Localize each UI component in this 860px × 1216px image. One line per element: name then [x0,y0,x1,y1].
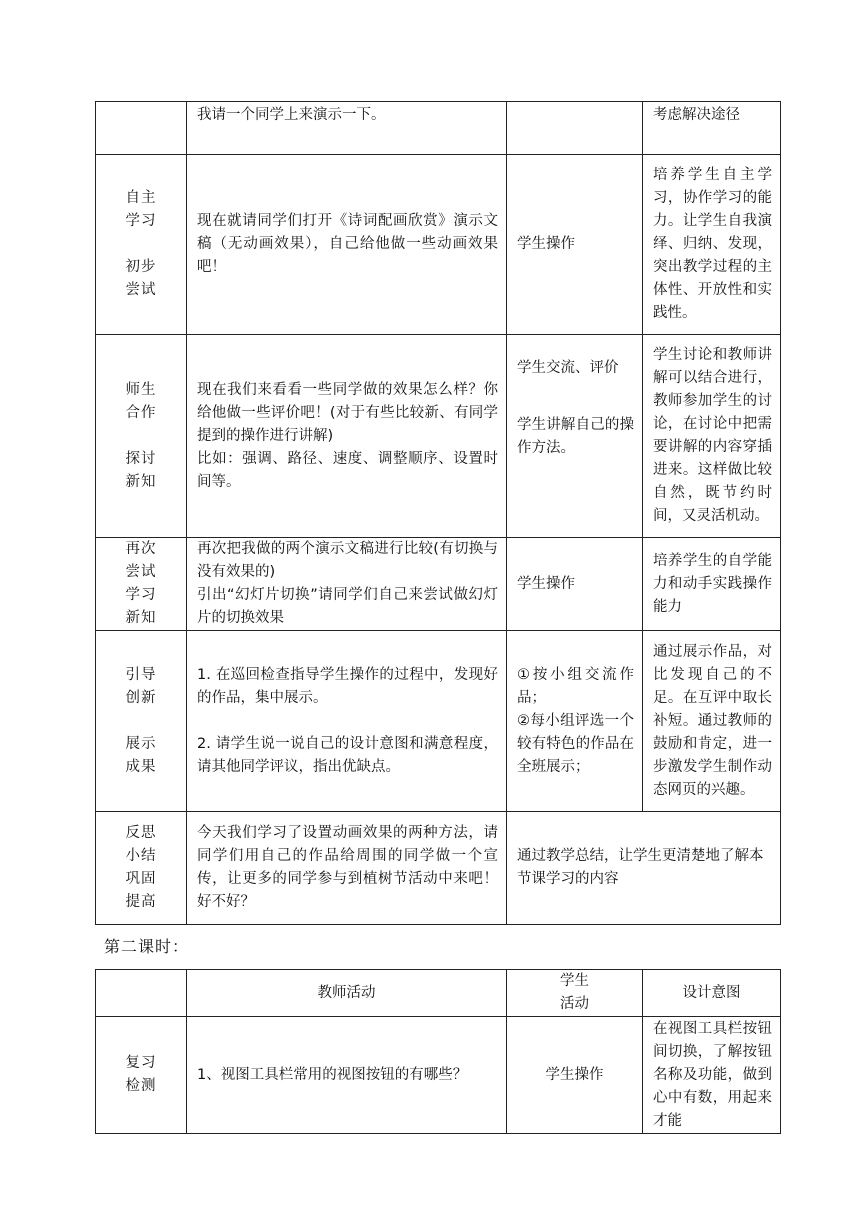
teacher-activity-text: 比如：强调、路径、速度、调整顺序、设置时间等。 [197,450,498,490]
phase-label: 自主 [125,190,157,206]
teacher-activity-cell [187,335,507,538]
phase-label: 复习 [125,1055,157,1071]
phase-label: 检测 [125,1078,157,1094]
phase-label: 提高 [125,894,157,910]
phase-cell [96,335,187,538]
phase-cell [96,155,187,335]
teacher-activity-text: 再次把我做的两个演示文稿进行比较(有切换与没有效果的) [197,541,498,580]
table-header-row [96,970,781,1017]
phase-label: 探讨 [125,450,157,467]
phase-label: 尝试 [125,282,157,298]
table-row [96,812,781,925]
design-intent-cell: 培养学生的自学能力和动手实践操作能力 [643,538,781,631]
phase-label: 小结 [125,848,157,864]
design-intent-cell: 通过展示作品，对比发现自己的不足。在互评中取长补短。通过教师的鼓励和肯定，进一步激发学生制作动态网页的兴趣。 [643,631,781,812]
phase-cell [96,538,187,631]
student-activity-cell: 学生操作 [507,155,643,335]
design-intent-cell: 考虑解决途径 [643,102,781,155]
header-design-intent: 设计意图 [643,970,781,1017]
student-activity-text: 学生讲解自己的操作方法。 [517,417,634,456]
phase-label: 合作 [125,404,157,421]
student-activity-text: ①按小组交流作品； [517,666,634,706]
student-activity-cell [507,102,643,155]
phase-label: 反思 [125,825,157,841]
phase-label: 新知 [125,610,157,626]
table-row [96,1017,781,1134]
teacher-activity-cell [187,631,507,812]
phase-cell [96,102,187,155]
student-activity-cell [507,335,643,538]
phase-label: 师生 [125,381,157,398]
table-row [96,102,781,155]
phase-label: 再次 [125,541,157,557]
teacher-activity-cell: 我请一个同学上来演示一下。 [187,102,507,155]
header-teacher-activity: 教师活动 [187,970,507,1017]
teacher-activity-cell: 1、视图工具栏常用的视图按钮的有哪些？ [187,1017,507,1134]
student-activity-text: 学生交流、评价 [517,360,619,376]
phase-label: 创新 [125,689,157,706]
design-intent-cell: 培养学生自主学习，协作学习的能力。让学生自我演绎、归纳、发现，突出教学过程的主体性、开放性和实践性。 [643,155,781,335]
header-student-line: 学生 [560,973,589,989]
student-activity-cell: 学生操作 [507,1017,643,1134]
header-student-activity [507,970,643,1017]
phase-label: 引导 [125,666,157,683]
header-student-line: 活动 [560,996,589,1012]
teacher-activity-text: 2. 请学生说一说自己的设计意图和满意程度，请其他同学评议，指出优缺点。 [197,735,498,775]
phase-cell [96,1017,187,1134]
phase-label: 展示 [125,735,157,752]
phase-label: 学习 [125,213,157,229]
phase-label: 初步 [125,259,157,275]
phase-label: 学习 [125,587,157,603]
section-title: 第二课时： [104,937,190,956]
table-row [96,631,781,812]
phase-cell [96,812,187,925]
header-phase [96,970,187,1017]
table-row [96,335,781,538]
lesson-table-2 [95,969,781,1134]
teacher-activity-cell: 今天我们学习了设置动画效果的两种方法，请同学们用自己的作品给周围的同学做一个宣传，让更多的同学参与到植树节活动中来吧！好不好？ [187,812,507,925]
phase-cell [96,631,187,812]
phase-label: 巩固 [125,871,157,887]
teacher-activity-cell [187,538,507,631]
teacher-activity-text: 1. 在巡回检查指导学生操作的过程中，发现好的作品，集中展示。 [197,666,498,706]
teacher-activity-cell: 现在就请同学们打开《诗词配画欣赏》演示文稿（无动画效果），自己给他做一些动画效果吧！ [187,155,507,335]
student-activity-cell: 学生操作 [507,538,643,631]
table-row [96,538,781,631]
teacher-activity-text: 现在我们来看看一些同学做的效果怎么样？你给他做一些评价吧！(对于有些比较新、有同学提到的操作进行讲解) [197,381,498,444]
phase-label: 新知 [125,473,157,490]
student-activity-cell [507,631,643,812]
phase-label: 成果 [125,758,157,775]
design-intent-cell: 学生讨论和教师讲解可以结合进行，教师参加学生的讨论，在讨论中把需要讲解的内容穿插进来。这样做比较自然，既节约时间，又灵活机动。 [643,335,781,538]
design-intent-cell: 在视图工具栏按钮间切换，了解按钮名称及功能，做到心中有数，用起来才能 [643,1017,781,1134]
summary-cell: 通过教学总结，让学生更清楚地了解本节课学习的内容 [507,812,781,925]
student-activity-text: ②每小组评选一个较有特色的作品在全班展示； [517,712,634,775]
lesson-table-1 [95,101,781,925]
phase-label: 尝试 [125,564,157,580]
teacher-activity-text: 引出“幻灯片切换”请同学们自己来尝试做幻灯片的切换效果 [197,587,498,626]
table-row [96,155,781,335]
